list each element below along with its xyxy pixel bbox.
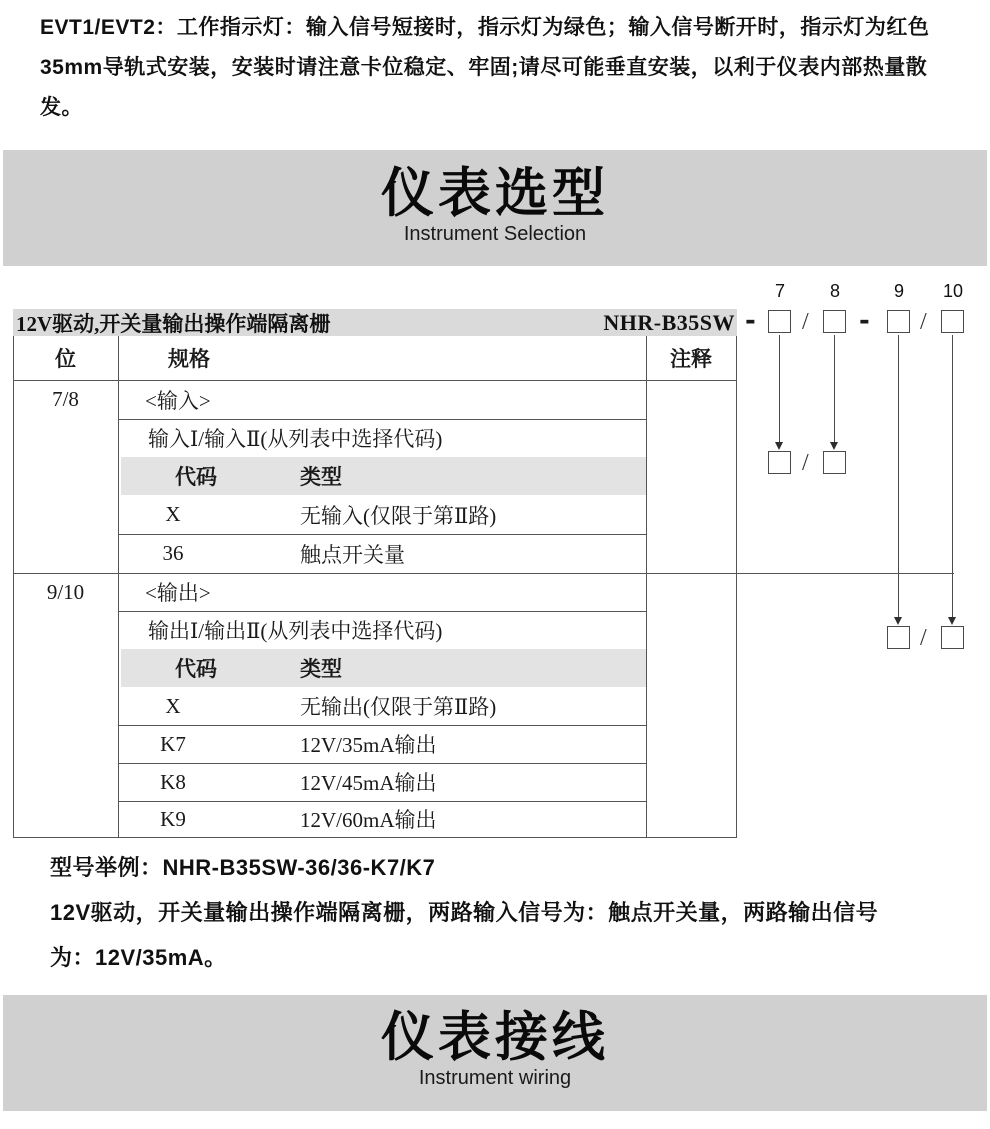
input-row-36-type: 触点开关量	[300, 542, 405, 567]
pos-7-8: 7/8	[52, 387, 79, 411]
input-hint: 输入Ⅰ/输入Ⅱ(从列表中选择代码)	[148, 427, 443, 451]
code-box-7	[768, 310, 791, 333]
table-header-rule	[13, 380, 737, 381]
arrow-line-10	[952, 335, 953, 617]
model-slash-2: /	[920, 309, 927, 335]
input-code-header: 代码	[175, 465, 217, 489]
input-box-8	[823, 451, 846, 474]
arrow-line-9	[898, 335, 899, 617]
output-row-k9-code: K9	[160, 806, 186, 831]
section-banner-selection	[3, 150, 987, 266]
output-type-header: 类型	[300, 657, 342, 681]
table-bottom-rule	[13, 837, 737, 838]
model-dash-1: -	[745, 306, 756, 336]
model-slash-1: /	[802, 309, 809, 335]
model-header-bar	[13, 309, 737, 336]
model-number: NHR-B35SW	[603, 309, 735, 335]
example-paragraph	[50, 845, 950, 980]
example-line-1: 型号举例：NHR-B35SW-36/36-K7/K7	[50, 855, 436, 880]
input-type-header: 类型	[300, 465, 342, 489]
wiring-banner-subtitle: Instrument wiring	[418, 1066, 572, 1089]
code-box-8	[823, 310, 846, 333]
header-spec: 规格	[168, 347, 210, 371]
pos-9-10: 9/10	[46, 579, 85, 604]
arrow-head-7	[775, 442, 783, 450]
input-row-x-type: 无输入(仅限于第Ⅱ路)	[300, 503, 497, 528]
table-border-right	[736, 336, 737, 838]
output-row-k7-type: 12V/35mA输出	[300, 733, 437, 757]
input-row-x-code: X	[165, 502, 181, 526]
selection-banner-subtitle: Instrument Selection	[403, 222, 587, 245]
digit-label-8: 8	[829, 281, 841, 301]
output-box-10	[941, 626, 964, 649]
header-note: 注释	[670, 347, 712, 371]
output-row-k8-type: 12V/45mA输出	[300, 771, 437, 795]
selection-table	[13, 336, 737, 838]
input-pair-slash: /	[802, 450, 809, 476]
digit-label-7: 7	[774, 281, 786, 301]
intro-line-2: 35mm导轨式安装，安装时请注意卡位稳定、牢固;请尽可能垂直安装，以利于仪表内部热量散发。	[40, 56, 928, 119]
input-group-label: <输入>	[145, 388, 211, 413]
example-line-3: 为：12V/35mA。	[50, 945, 227, 970]
code-box-9	[887, 310, 910, 333]
output-code-header: 代码	[175, 657, 217, 681]
arrow-line-8	[834, 335, 835, 442]
output-row-x-type: 无输出(仅限于第Ⅱ路)	[300, 695, 497, 719]
arrow-head-10	[948, 617, 956, 625]
output-row-k9-type: 12V/60mA输出	[300, 808, 437, 832]
example-line-2: 12V驱动，开关量输出操作端隔离栅，两路输入信号为：触点开关量，两路输出信号	[50, 900, 879, 925]
digit-label-9: 9	[893, 281, 905, 301]
output-hint: 输出Ⅰ/输出Ⅱ(从列表中选择代码)	[148, 619, 443, 643]
wiring-banner-title: 仪表接线	[381, 1008, 609, 1067]
model-dash-2: -	[859, 306, 870, 336]
section-banner-wiring	[3, 995, 987, 1111]
input-row-36-code: 36	[162, 541, 184, 565]
selection-banner-title: 仪表选型	[381, 164, 609, 223]
intro-line-1: EVT1/EVT2：工作指示灯：输入信号短接时，指示灯为绿色；输入信号断开时，指示灯为红色	[40, 16, 930, 39]
code-box-10	[941, 310, 964, 333]
output-row-k7-code: K7	[160, 731, 186, 756]
arrow-line-7	[779, 335, 780, 442]
output-pair-slash: /	[920, 625, 927, 651]
header-pos: 位	[55, 347, 76, 371]
output-box-9	[887, 626, 910, 649]
intro-paragraph	[40, 8, 955, 128]
digit-label-10: 10	[942, 281, 964, 301]
output-row-x-code: X	[165, 693, 181, 718]
model-description: 12V驱动,开关量输出操作端隔离栅	[16, 311, 331, 336]
section-divider-line	[13, 573, 954, 574]
arrow-head-8	[830, 442, 838, 450]
output-group-label: <输出>	[145, 581, 211, 605]
table-divider-spec-note	[646, 336, 647, 838]
input-box-7	[768, 451, 791, 474]
arrow-head-9	[894, 617, 902, 625]
output-row-k8-code: K8	[160, 769, 186, 794]
